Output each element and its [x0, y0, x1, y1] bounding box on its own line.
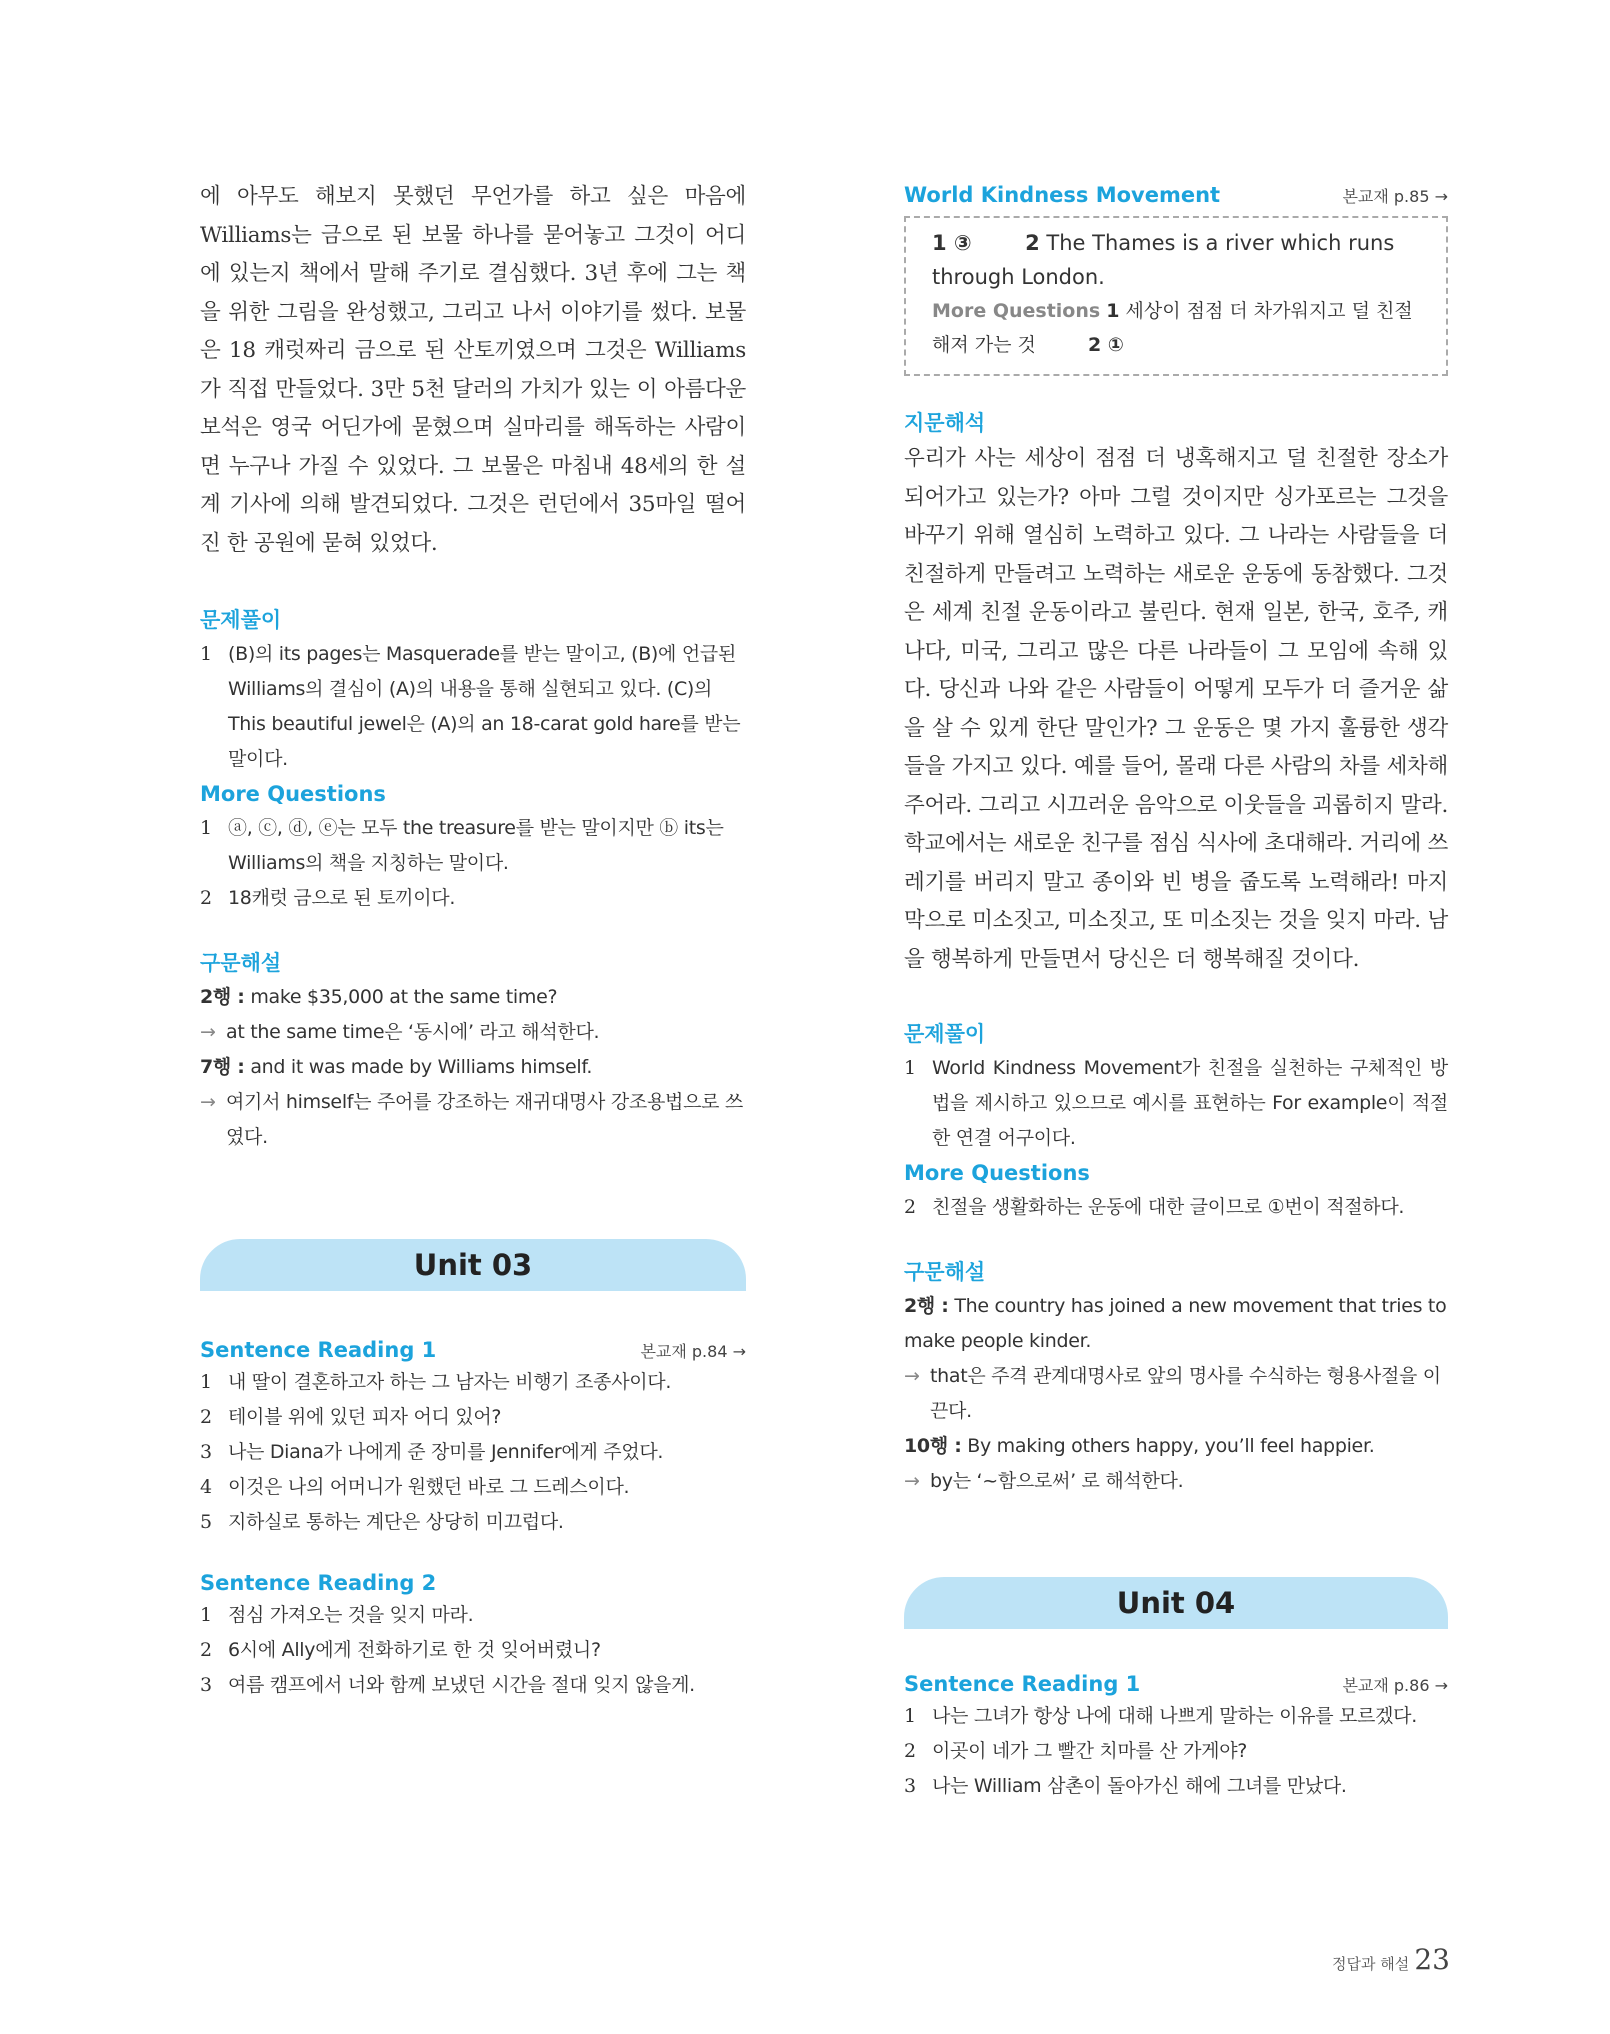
item-number: 2 — [904, 1196, 916, 1218]
answer-2-text: The Thames is a river which runs through London. — [932, 231, 1395, 289]
unit-banner — [200, 1239, 746, 1291]
item-text: (B)의 its pages는 Masquerade를 받는 말이고, (B)에 언급된 Williams의 결심이 (A)의 내용을 통해 실현되고 있다. (C)의 This beautiful jewel은 (A)의 an 18-carat gold hare를 받는 말이다. — [228, 643, 741, 770]
list-item — [904, 1699, 1448, 1734]
passage-paragraph: 우리가 사는 세상이 점점 더 냉혹해지고 덜 친절한 장소가 되어가고 있는가? 아마 그럴 것이지만 싱가포르는 그것을 바꾸기 위해 열심히 노력하고 있다. 그 나라는 사람들을 더 친절하게 만들려고 노력하는 새로운 운동에 동참했다. 그것은 세계 친절 운동이라고 불린다. 현재 일본, 한국, 호주, 캐나다, 미국, 그리고 많은 다른 나라들이 그 모임에 속해 있다. 당신과 나와 같은 사람들이 어떻게 모두가 더 즐거운 삶을 살 수 있게 한단 말인가? 그 운동은 몇 가지 훌륭한 생각들을 가지고 있다. 예를 들어, 몰래 다른 사람의 차를 세차해 주어라. 그리고 시끄러운 음악으로 이웃들을 괴롭히지 말라. 학교에서는 새로운 친구를 점심 식사에 초대해라. 거리에 쓰레기를 버리지 말고 종이와 빈 병을 줍도록 노력해라! 마지막으로 미소짓고, 미소짓고, 또 미소짓는 것을 잊지 마라. 남을 행복하게 만들면서 당신은 더 행복해질 것이다. — [904, 446, 1448, 972]
list-item — [200, 1365, 746, 1400]
page-reference: 본교재 p.86 → — [1342, 1676, 1448, 1695]
page-number: 23 — [1414, 1943, 1450, 1976]
solution-heading: 문제풀이 — [200, 608, 282, 632]
syntax-line — [200, 1050, 746, 1085]
item-number: 2 — [200, 887, 212, 909]
right-column — [904, 180, 1448, 1804]
section-title: World Kindness Movement — [904, 183, 1221, 207]
list-item — [200, 1435, 746, 1470]
item-text: 내 딸이 결혼하고자 하는 그 남자는 비행기 조종사이다. — [228, 1371, 672, 1393]
answer-box — [904, 216, 1448, 376]
item-text: 이것은 나의 어머니가 원했던 바로 그 드레스이다. — [228, 1476, 630, 1498]
translation-heading: 지문해석 — [904, 411, 986, 435]
item-number: 5 — [200, 1511, 212, 1533]
item-number: 1 — [904, 1705, 916, 1727]
solution-list — [904, 1051, 1448, 1156]
translation-passage — [904, 440, 1448, 979]
more-questions-heading: More Questions — [904, 1161, 1090, 1185]
arrow-icon: → — [200, 1021, 216, 1043]
mq-1-number: 1 — [1106, 300, 1120, 322]
item-text: 이곳이 네가 그 빨간 치마를 산 가게야? — [932, 1740, 1248, 1762]
item-number: 2 — [200, 1639, 212, 1661]
sentence-reading-2-list — [200, 1598, 746, 1703]
item-number: 1 — [200, 1371, 212, 1393]
unit-title: Unit 03 — [413, 1248, 533, 1282]
line-text: The country has joined a new movement that tries to make people kinder. — [904, 1295, 1447, 1352]
line-label: 2행 : — [904, 1295, 949, 1317]
left-column — [200, 180, 746, 1703]
item-number: 1 — [200, 817, 212, 839]
page-footer — [1320, 1943, 1450, 1976]
item-text: ⓐ, ⓒ, ⓓ, ⓔ는 모두 the treasure를 받는 말이지만 ⓑ its는 Williams의 책을 지칭하는 말이다. — [228, 817, 724, 874]
more-questions-label: More Questions — [932, 300, 1101, 322]
syntax-note — [200, 1085, 746, 1155]
more-questions-answers — [932, 294, 1424, 362]
syntax-heading: 구문해설 — [904, 1260, 986, 1284]
syntax-line — [904, 1429, 1448, 1464]
note-text: by는 ‘~함으로써’ 로 해석한다. — [930, 1470, 1184, 1492]
list-item — [200, 1505, 746, 1540]
line-text: and it was made by Williams himself. — [244, 1056, 593, 1078]
list-item — [200, 881, 746, 916]
item-number: 4 — [200, 1476, 212, 1498]
item-number: 3 — [904, 1775, 916, 1797]
item-number: 1 — [904, 1057, 916, 1079]
item-text: 나는 그녀가 항상 나에 대해 나쁘게 말하는 이유를 모르겠다. — [932, 1705, 1417, 1727]
item-number: 2 — [200, 1406, 212, 1428]
syntax-heading: 구문해설 — [200, 951, 282, 975]
list-item — [200, 1400, 746, 1435]
item-text: 여름 캠프에서 너와 함께 보냈던 시간을 절대 잊지 않을게. — [228, 1674, 695, 1696]
list-item — [200, 1633, 746, 1668]
syntax-line — [904, 1289, 1448, 1359]
item-text: 나는 William 삼촌이 돌아가신 해에 그녀를 만났다. — [932, 1775, 1347, 1797]
item-text: 18캐럿 금으로 된 토끼이다. — [228, 887, 456, 909]
sentence-reading-1-list — [904, 1699, 1448, 1804]
list-item — [200, 1668, 746, 1703]
item-text: 6시에 Ally에게 전화하기로 한 것 잊어버렸니? — [228, 1639, 601, 1661]
item-number: 3 — [200, 1441, 212, 1463]
mq-1-text: 세상이 점점 더 차가워지고 덜 친절해져 가는 것 — [932, 300, 1413, 356]
sentence-reading-2-heading: Sentence Reading 2 — [200, 1571, 437, 1595]
line-text: By making others happy, you’ll feel happier. — [961, 1435, 1375, 1457]
list-item — [200, 811, 746, 881]
sentence-reading-1-heading: Sentence Reading 1 — [904, 1672, 1141, 1696]
solution-heading: 문제풀이 — [904, 1022, 986, 1046]
note-text: 여기서 himself는 주어를 강조하는 재귀대명사 강조용법으로 쓰였다. — [226, 1091, 743, 1148]
mq-2-answer: 2 ① — [1087, 334, 1124, 356]
list-item — [200, 637, 746, 777]
line-label: 10행 : — [904, 1435, 962, 1457]
syntax-notes — [904, 1289, 1448, 1499]
item-text: 나는 Diana가 나에게 준 장미를 Jennifer에게 주었다. — [228, 1441, 664, 1463]
unit-banner — [904, 1577, 1448, 1629]
arrow-icon: → — [904, 1365, 920, 1387]
list-item — [200, 1470, 746, 1505]
list-item — [200, 1598, 746, 1633]
item-text: World Kindness Movement가 친절을 실천하는 구체적인 방법을 제시하고 있으므로 예시를 표현하는 For example이 적절한 연결 어구이다. — [932, 1057, 1448, 1149]
syntax-note — [904, 1464, 1448, 1499]
left-passage — [200, 178, 746, 563]
footer-label: 정답과 해설 — [1332, 1955, 1410, 1973]
item-text: 점심 가져오는 것을 잊지 마라. — [228, 1604, 474, 1626]
line-label: 7행 : — [200, 1056, 245, 1078]
syntax-note — [200, 1015, 746, 1050]
syntax-note — [904, 1359, 1448, 1429]
item-text: 친절을 생활화하는 운동에 대한 글이므로 ①번이 적절하다. — [932, 1196, 1405, 1218]
item-number: 1 — [200, 643, 212, 665]
note-text: at the same time은 ‘동시에’ 라고 해석한다. — [226, 1021, 600, 1043]
sentence-reading-1-list — [200, 1365, 746, 1540]
answer-2-number: 2 — [1025, 231, 1040, 255]
answer-1: 1 ③ — [932, 231, 972, 255]
note-text: that은 주격 관계대명사로 앞의 명사를 수식하는 형용사절을 이끈다. — [930, 1365, 1441, 1422]
section-header — [200, 1335, 746, 1365]
syntax-notes — [200, 980, 746, 1155]
syntax-line — [200, 980, 746, 1015]
page-reference: 본교재 p.85 → — [1342, 187, 1448, 206]
more-questions-list — [904, 1190, 1448, 1225]
item-number: 1 — [200, 1604, 212, 1626]
line-text: make $35,000 at the same time? — [244, 986, 558, 1008]
unit-title: Unit 04 — [1116, 1586, 1236, 1620]
arrow-icon: → — [904, 1470, 920, 1492]
list-item — [904, 1769, 1448, 1804]
page-reference: 본교재 p.84 → — [640, 1342, 746, 1361]
answer-line — [932, 226, 1424, 294]
more-questions-list — [200, 811, 746, 916]
line-label: 2행 : — [200, 986, 245, 1008]
list-item — [904, 1190, 1448, 1225]
arrow-icon: → — [200, 1091, 216, 1113]
list-item — [904, 1051, 1448, 1156]
list-item — [904, 1734, 1448, 1769]
item-number: 3 — [200, 1674, 212, 1696]
item-number: 2 — [904, 1740, 916, 1762]
passage-paragraph: 에 아무도 해보지 못했던 무언가를 하고 싶은 마음에 Williams는 금으로 된 보물 하나를 묻어놓고 그것이 어디에 있는지 책에서 말해 주기로 결심했다. 3년 후에 그는 책을 위한 그림을 완성했고, 그리고 나서 이야기를 썼다. 보물은 18 캐럿짜리 금으로 된 산토끼였으며 그것은 Williams가 직접 만들었다. 3만 5천 달러의 가치가 있는 이 아름다운 보석은 영국 어딘가에 묻혔으며 실마리를 해독하는 사람이면 누구나 가질 수 있었다. 그 보물은 마침내 48세의 한 설계 기사에 의해 발견되었다. 그것은 런던에서 35마일 떨어진 한 공원에 묻혀 있었다. — [200, 184, 746, 556]
section-header — [904, 180, 1448, 210]
item-text: 지하실로 통하는 계단은 상당히 미끄럽다. — [228, 1511, 564, 1533]
sentence-reading-1-heading: Sentence Reading 1 — [200, 1338, 437, 1362]
solution-list — [200, 637, 746, 777]
section-header — [904, 1669, 1448, 1699]
item-text: 테이블 위에 있던 피자 어디 있어? — [228, 1406, 502, 1428]
more-questions-heading: More Questions — [200, 782, 386, 806]
